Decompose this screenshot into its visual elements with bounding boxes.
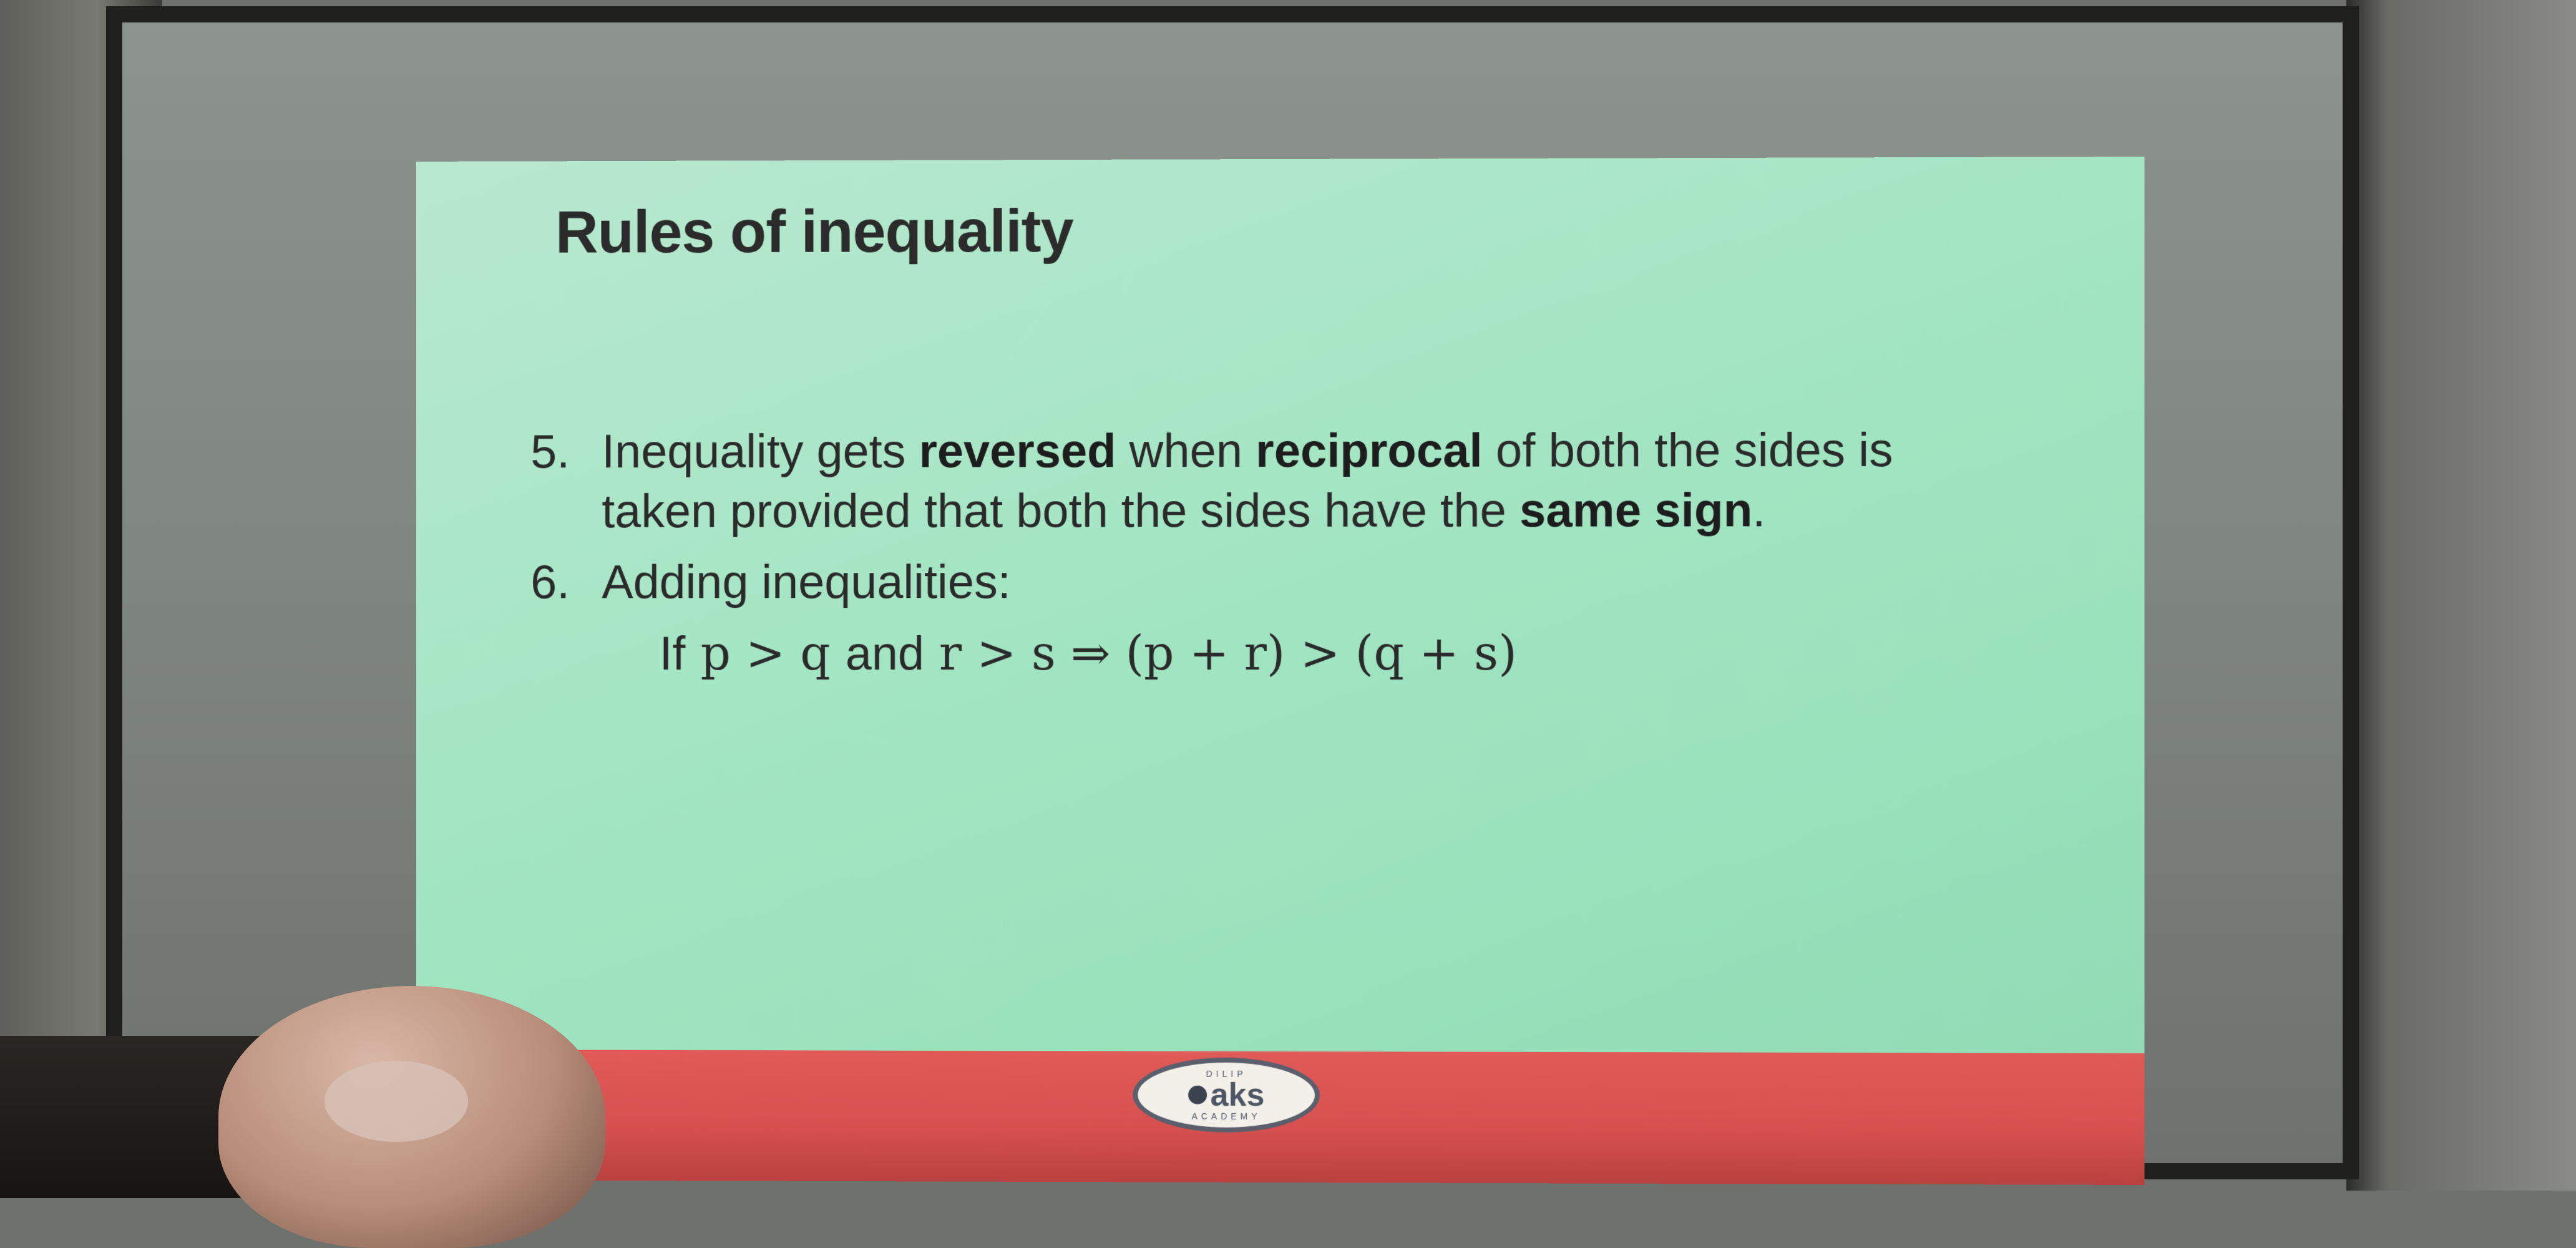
list-item	[530, 552, 1996, 612]
slide-content	[530, 420, 1996, 684]
list-item-number: 6.	[530, 555, 570, 609]
implies-symbol: ⇒	[1070, 625, 1111, 681]
formula-result: (p + r) > (q + s)	[1125, 625, 1517, 681]
formula	[660, 623, 1997, 684]
logo-name: aks	[1188, 1079, 1265, 1111]
list-item-number: 5.	[530, 425, 570, 479]
list-item-text: Adding inequalities:	[602, 555, 1011, 609]
formula-if: If	[659, 627, 686, 680]
slide-title: Rules of inequality	[555, 197, 1073, 266]
background-wall-right	[2346, 0, 2576, 1191]
formula-r-gt-s: r > s	[939, 625, 1056, 681]
logo-dot-icon	[1188, 1086, 1207, 1104]
list-item-text: Inequality gets reversed when reciprocal of both the sides is taken provided that both the sides have the same sign.	[602, 423, 1893, 538]
slide	[416, 157, 2144, 1185]
logo-bottom-text: ACADEMY	[1191, 1111, 1261, 1121]
logo-top-text: DILIP	[1206, 1068, 1247, 1079]
formula-p-gt-q: p > q	[700, 625, 831, 681]
thumb-nail	[324, 1061, 468, 1142]
academy-logo	[1133, 1058, 1320, 1133]
list-item	[530, 420, 1996, 541]
formula-and: and	[845, 627, 924, 680]
